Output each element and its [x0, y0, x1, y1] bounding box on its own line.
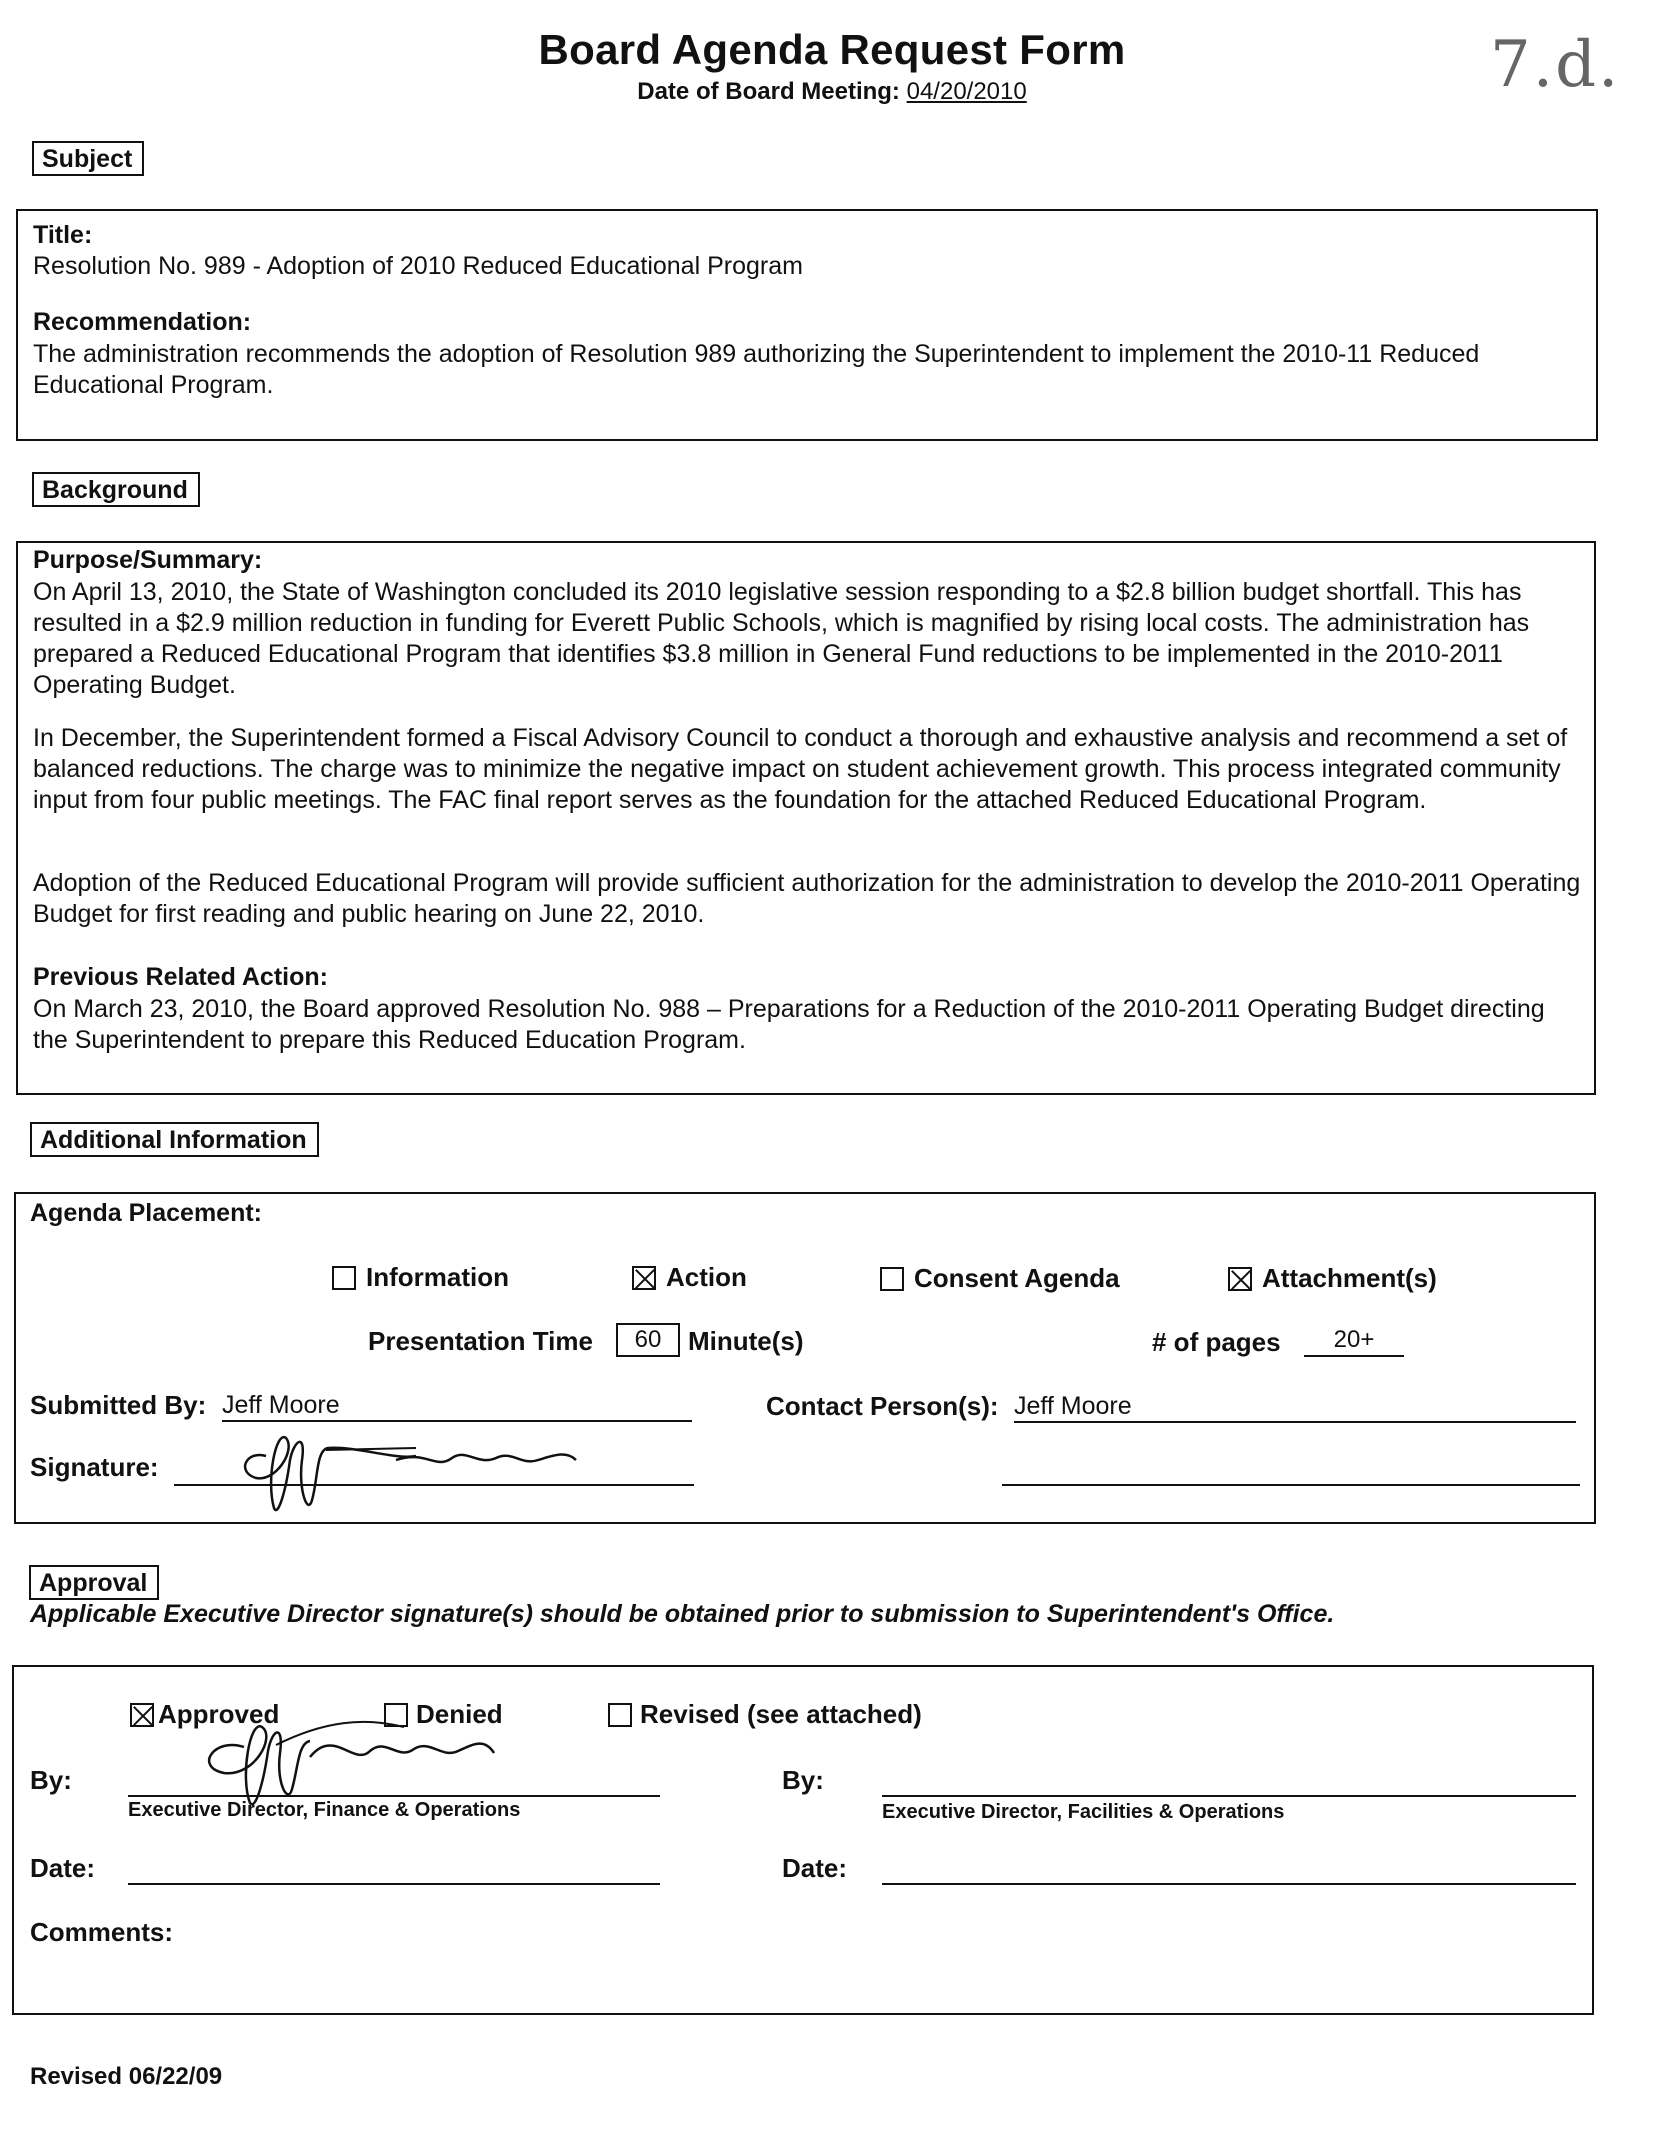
recommendation-text: The administration recommends the adoption of Resolution 989 authorizing the Superintendent to implement the 2010-11 Reduced Educational Program.: [33, 340, 1480, 399]
background-box: [16, 541, 1596, 1095]
purpose-paragraph-3: Adoption of the Reduced Educational Program will provide sufficient authorization for the administration to develop the 2010-2011 Operating Budget for first reading and public hearing on June 22, 2010.: [33, 869, 1581, 928]
purpose-paragraph-2: In December, the Superintendent formed a Fiscal Advisory Council to conduct a thorough and exhaustive analysis and recommend a set of balanced reductions. The charge was to minimize the negative impact on student achievement growth. This process integrated community input from four public meetings. The FAC final report serves as the foundation for the attached Reduced Educational Program.: [33, 724, 1568, 814]
option-approved[interactable]: Approved: [130, 1699, 279, 1730]
contact-person-label: Contact Person(s):: [766, 1391, 999, 1421]
option-revised[interactable]: Revised (see attached): [608, 1699, 922, 1730]
form-title: Board Agenda Request Form: [538, 26, 1126, 73]
section-label-subject: Subject: [32, 141, 144, 176]
pages-label: # of pages: [1152, 1327, 1281, 1357]
checkbox-action-checked[interactable]: [632, 1266, 656, 1290]
pages-field[interactable]: 20+: [1304, 1325, 1404, 1357]
right-date-field[interactable]: [882, 1853, 1576, 1885]
option-consent-agenda[interactable]: Consent Agenda: [880, 1263, 1120, 1294]
approval-box: [12, 1665, 1594, 2015]
right-by-label: By:: [782, 1765, 824, 1795]
right-by-signature-field[interactable]: [882, 1765, 1576, 1797]
previous-action-heading: Previous Related Action:: [33, 963, 328, 991]
presentation-time-label: Presentation Time: [368, 1326, 593, 1356]
left-by-label: By:: [30, 1765, 72, 1795]
right-role-label: Executive Director, Facilities & Operations: [882, 1801, 1285, 1823]
section-label-additional: Additional Information: [30, 1122, 319, 1157]
option-denied[interactable]: Denied: [384, 1699, 503, 1730]
checkbox-revised[interactable]: [608, 1703, 632, 1727]
section-label-background: Background: [32, 472, 200, 507]
checkbox-information[interactable]: [332, 1266, 356, 1290]
approval-signature-scribble: [164, 1707, 544, 1817]
presentation-time-field[interactable]: 60: [616, 1323, 680, 1357]
checkbox-attachments-checked[interactable]: [1228, 1267, 1252, 1291]
contact-person-field[interactable]: Jeff Moore: [1014, 1391, 1576, 1423]
signature-scribble: [216, 1420, 636, 1520]
subject-box: [16, 209, 1598, 441]
option-attachments[interactable]: Attachment(s): [1228, 1263, 1437, 1294]
checkbox-consent-agenda[interactable]: [880, 1267, 904, 1291]
date-label: Date of Board Meeting:: [637, 78, 900, 105]
signature-field-2[interactable]: [1002, 1452, 1580, 1486]
title-heading: Title:: [33, 221, 93, 249]
submitted-by-label: Submitted By:: [30, 1390, 207, 1420]
section-label-approval: Approval: [29, 1565, 159, 1600]
left-date-field[interactable]: [128, 1853, 660, 1885]
left-date-label: Date:: [30, 1853, 96, 1883]
option-action[interactable]: Action: [632, 1262, 747, 1293]
comments-label: Comments:: [30, 1917, 174, 1947]
agenda-item-number: 7.d.: [1490, 28, 1621, 102]
approval-note: Applicable Executive Director signature(s) should be obtained prior to submission to Superintendent's Office.: [30, 1600, 1335, 1628]
agenda-placement-heading: Agenda Placement:: [30, 1199, 263, 1227]
previous-action-text: On March 23, 2010, the Board approved Resolution No. 988 – Preparations for a Reduction of the 2010-2011 Operating Budget directing the Superintendent to prepare this Reduced Education Program.: [33, 995, 1545, 1054]
title-text: Resolution No. 989 - Adoption of 2010 Reduced Educational Program: [33, 252, 803, 280]
additional-info-box: [14, 1192, 1596, 1524]
purpose-paragraph-1: On April 13, 2010, the State of Washington concluded its 2010 legislative session responding to a $2.8 billion budget shortfall. This has resulted in a $2.9 million reduction in funding for Everett Public Schools, which is magnified by rising local costs. The administration has prepared a Reduced Educational Program that identifies $3.8 million in General Fund reductions to be implemented in the 2010-2011 Operating Budget.: [33, 578, 1530, 699]
recommendation-heading: Recommendation:: [33, 308, 252, 336]
date-value: 04/20/2010: [906, 78, 1027, 105]
right-date-label: Date:: [782, 1853, 848, 1883]
revision-date: Revised 06/22/09: [30, 2063, 223, 2090]
option-information[interactable]: Information: [332, 1262, 509, 1293]
checkbox-approved-checked[interactable]: [130, 1703, 154, 1727]
purpose-heading: Purpose/Summary:: [33, 546, 263, 574]
submitted-by-field[interactable]: Jeff Moore: [222, 1390, 692, 1422]
signature-label: Signature:: [30, 1452, 159, 1482]
board-meeting-date: [0, 78, 1664, 106]
left-role-label: Executive Director, Finance & Operations: [128, 1799, 521, 1821]
minutes-label: Minute(s): [688, 1326, 804, 1356]
